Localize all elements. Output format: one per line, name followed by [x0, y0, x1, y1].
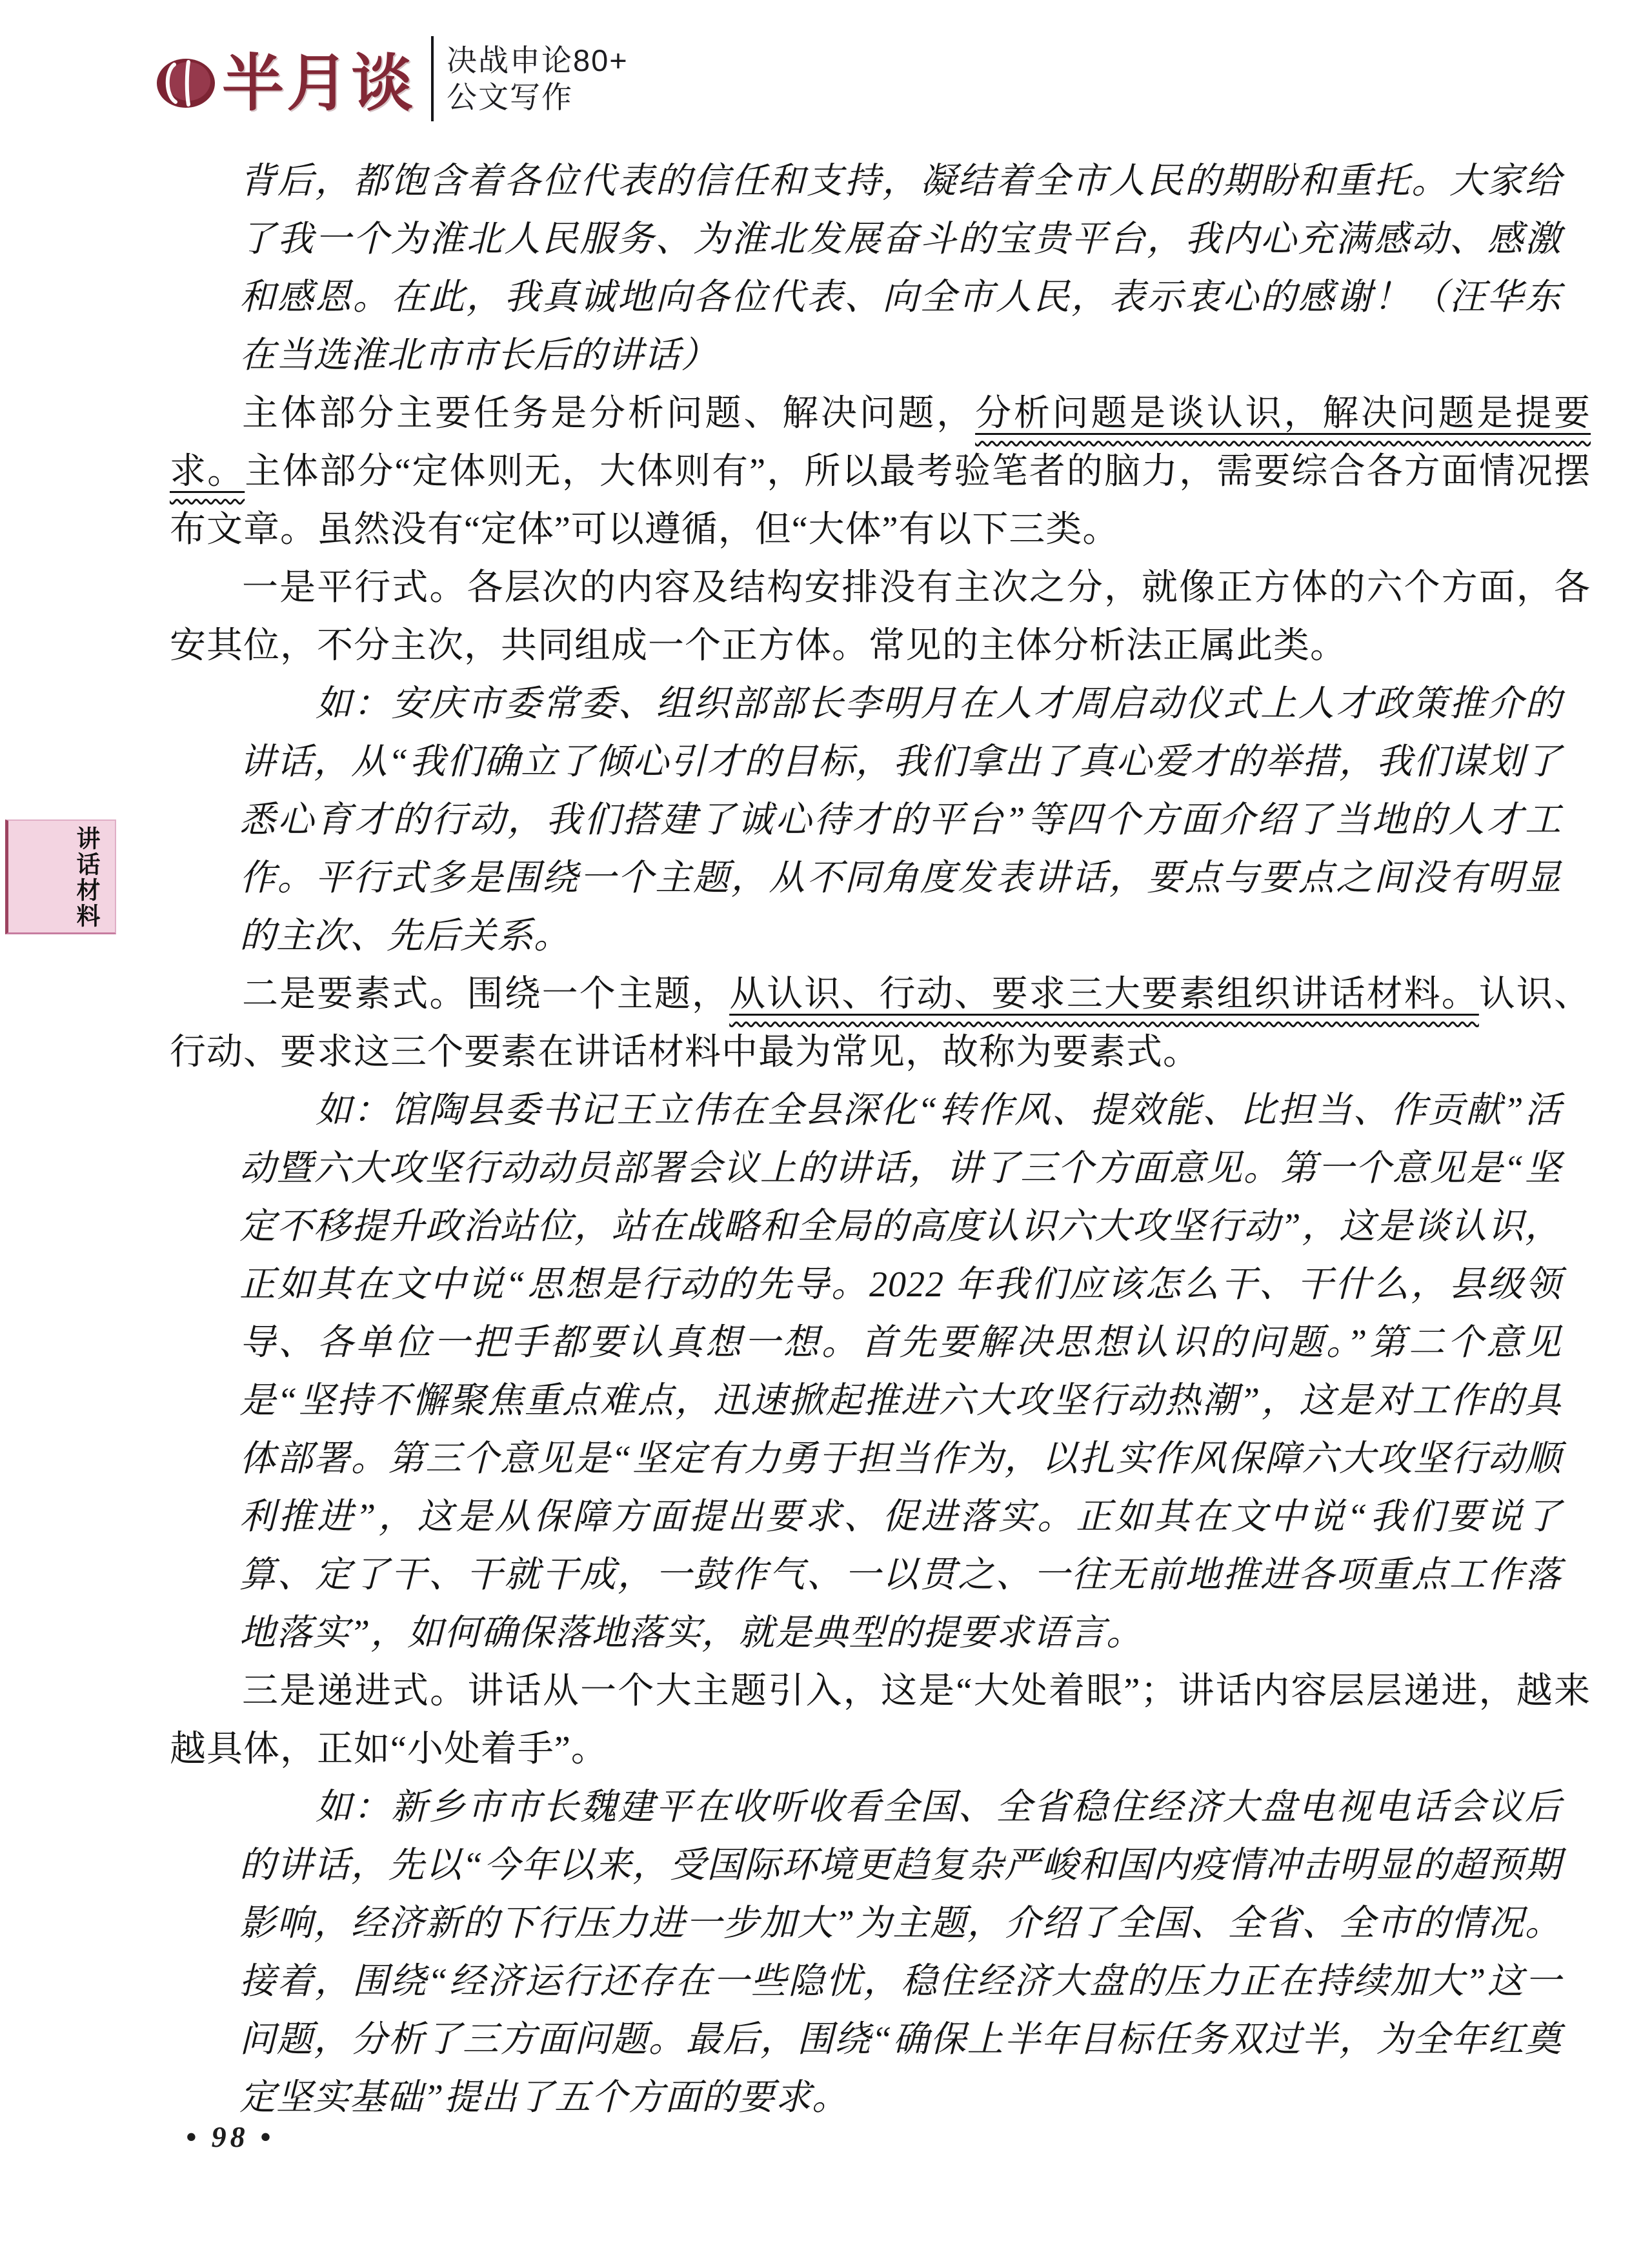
emphasized-phrase: 分析问题是谈认识，解决问题是提要求。	[170, 394, 1591, 492]
main-paragraph-tasks	[170, 385, 1591, 559]
page-header	[155, 27, 629, 121]
tagline-subject: 公文写作	[447, 80, 573, 114]
paragraph-text: 二是要素式。围绕一个主题，	[242, 974, 730, 1014]
page-body	[170, 152, 1591, 2127]
logo-text: 半月谈	[222, 49, 416, 118]
main-paragraph-element-style	[170, 965, 1591, 1081]
paragraph-text: 主体部分“定体则无，大体则有”，所以最考验笔者的脑力，需要综合各方面情况摆布文章。虽然没有“定体”可以遵循，但“大体”有以下三类。	[170, 452, 1591, 550]
emphasized-phrase: 从认识、行动、要求三大要素组织讲话材料。	[729, 974, 1479, 1014]
banyuetan-logo-icon	[155, 57, 217, 110]
chapter-tab	[5, 819, 116, 934]
quote-continuation-paragraph: 背后，都饱含着各位代表的信任和支持，凝结着全市人民的期盼和重托。大家给了我一个为淮北人民服务、为淮北发展奋斗的宝贵平台，我内心充满感动、感激和感恩。在此，我真诚地向各位代表、向全市人民，表示衷心的感谢！（汪华东在当选淮北市市长后的讲话）	[239, 161, 1562, 376]
example-paragraph-xinxiang: 如：新乡市市长魏建平在收听收看全国、全省稳住经济大盘电视电话会议后的讲话，先以“今年以来，受国际环境更趋复杂严峻和国内疫情冲击明显的超预期影响，经济新的下行压力进一步加大”为主题，介绍了全国、全省、全市的情况。接着，围绕“经济运行还存在一些隐忧，稳住经济大盘的压力正在持续加大”这一问题，分析了三方面问题。最后，围绕“确保上半年目标任务双过半，为全年红奠定坚实基础”提出了五个方面的要求。	[239, 1787, 1562, 2118]
page-number: • 98 •	[186, 2120, 275, 2153]
header-divider	[431, 36, 434, 121]
header-taglines	[447, 42, 629, 116]
chapter-tab-label: 讲话材料	[73, 826, 99, 929]
example-paragraph-anqing: 如：安庆市委常委、组织部部长李明月在人才周启动仪式上人才政策推介的讲话，从“我们确立了倾心引才的目标，我们拿出了真心爱才的举措，我们谋划了悉心育才的行动，我们搭建了诚心待才的平台”等四个方面介绍了当地的人才工作。平行式多是围绕一个主题，从不同角度发表讲话，要点与要点之间没有明显的主次、先后关系。	[239, 684, 1562, 956]
main-paragraph-progressive-style: 三是递进式。讲话从一个大主题引入，这是“大处着眼”；讲话内容层层递进，越来越具体，正如“小处着手”。	[170, 1671, 1591, 1769]
paragraph-text: 主体部分主要任务是分析问题、解决问题，	[242, 394, 976, 434]
example-paragraph-guantao: 如：馆陶县委书记王立伟在全县深化“转作风、提效能、比担当、作贡献”活动暨六大攻坚行动动员部署会议上的讲话，讲了三个方面意见。第一个意见是“坚定不移提升政治站位，站在战略和全局的高度认识六大攻坚行动”，这是谈认识，正如其在文中说“思想是行动的先导。2022 年我们应该怎么干、干什么，县级领导、各单位一把手都要认真想一想。首先要解决思想认识的问题。”第二个意见是“坚持不懈聚焦重点难点，迅速掀起推进六大攻坚行动热潮”，这是对工作的具体部署。第三个意见是“坚定有力勇于担当作为，以扎实作风保障六大攻坚行动顺利推进”，这是从保障方面提出要求、促进落实。正如其在文中说“我们要说了算、定了干、干就干成，一鼓作气、一以贯之、一往无前地推进各项重点工作落地落实”，如何确保落地落实，就是典型的提要求语言。	[239, 1090, 1562, 1653]
paragraph-text: 认识、行动、要求这三个要素在讲话材料中最为常见，故称为要素式。	[170, 974, 1591, 1072]
tagline-series: 决战申论80+	[447, 43, 629, 77]
main-paragraph-parallel-style: 一是平行式。各层次的内容及结构安排没有主次之分，就像正方体的六个方面，各安其位，不分主次，共同组成一个正方体。常见的主体分析法正属此类。	[170, 568, 1591, 666]
